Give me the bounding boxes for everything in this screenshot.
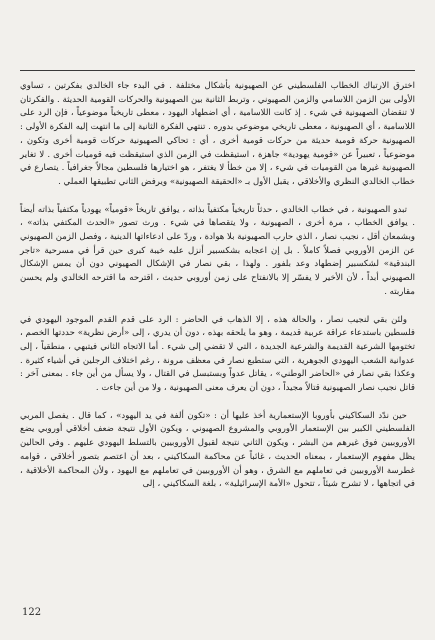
paragraph-4: حين ندّد السكاكيني بأوروبا الإستعمارية أخذ عليها أن : «تكون ألفة في يد اليهود» ، كما قال . يفصل المربي الفلسطيني الكبير بين الإستعمار الأوروبي والمشروع الصهيوني ، ويكون الأول نتيجة ضعف أخلاقي أوروبي يضع الأوروبيين فوق غيرهم من البشر ، ويكون الثاني نتيجة لقبول الأوروبيين بالتسلط اليهودي عليهم . وفي الحالين يظل مفهوم الإستعمار ، بمعناه الحديث ، غائباً عن محاكمة السكاكيني ، بعد أن اعتصم بتصور أخلاقي ، قوامه غطرسة الأوروبيين في تعاملهم مع الشرق ، وهو أن الأوروبيين في تعاملهم مع اليهود ، ولأن المحاكمة الأخلاقية ، في اتجاهها ، لا تشرح شيئاً ، تتحول «الأمة الإسرائيلية» ، بلغة السكاكيني ، إلى	[20, 410, 415, 490]
paragraph-2: تبدو الصهيونية ، في خطاب الخالدي ، حدثاً تاريخياً مكتفياً بذاته ، يوافق تاريخاً «قومياً» يهودياً مكتفياً بذاته أيضاً . يوافق الخطاب ، مرة أخرى ، الصهيونية ، ولا يتقصاها في شيء . ورث تصور «الحدث المكتفي بذاته» ، وبشمعان أقل ، نجيب نصار ، الذي حارب الصهيونية بلا هوادة ، وردّ على ادعاءاتها الدينية ، وفصل الزمن الصهيوني عن الزمن الأوروبي فصلاً كاملاً . بل إن اعجابه بشكسبير أنزل عليه خيبة كبرى حين قرأ في مسرحية «تاجر البندقية» لشكسبير إضطهاد وعد بلفور . ولهذا ، بقي نصار في الإشكال الصهيوني دون أن يمس الإشكال الصهيوني أبداً ، لأن الأخير لا يفسّر إلا بالانفتاح على زمن أوروبي حديث ، اقترحه ما اقترحه الخالدي ولم يحسن مقاربته .	[20, 204, 415, 297]
paragraph-3: ولئن بقي لنجيب نصار ، والحالة هذه ، إلا الذهاب في الحاضر : الرد على قدم القدم الموجود اليهودي في فلسطين باستدعاء عراقة عربية قديمة ، وهو ما يلحقه بهذه ، دون أن يدري ، إلى «أرض نظرية» حددتها الخصم ، تختومها الشرعية القديمة والشرعية الجديدة ، التي لا تقضي إلى شيء . أما الاتجاه الثاني فيتبهي ، منطقياً ، إلى عدوانية الشعب اليهودي الجوهرية ، التي ستطبع نصار في معظف مرونة ، رغم اختلاف الرجلين في أشياء كثيرة . وعكذا بقي نصار في «الحاضر الوطني» ، يقاتل عدواً وبستبسل في القتال ، ولا يسأل من أين جاء . بمعنى آخر : قاتل نجيب نصار الصهيونية قتالاً مجيداً ، دون أن يعرف معنى الصهيونية ، ولا من أين جاءت .	[20, 314, 415, 394]
body-text	[20, 80, 415, 492]
paragraph-1: اخترق الارتباك الخطاب الفلسطيني عن الصهيونية بأشكال مختلفة . في البدء جاء الخالدي بفكرتين ، تساوي الأولى بين الزمن اللاسامي والزمن الصهيوني ، وتربط الثانية بين الصهيونية والحركات القومية الحديثة . والفكرتان لا تنقضان الصهيونية في شيء . إذ كانت اللاسامية ، أي اضطهاد اليهود ، معطى تاريخياً موضوعياً ، فإن الرد على اللاسامية ، أي الصهيونية ، معطى تاريخي موضوعي بدوره . تنتهي الفكرة الثانية إلى ما انتهت إليه الفكرة الأولى : الصهيونية حركة قومية حديثة من حركات قومية أخرى ، أي : تحاكي الصهيونية حركات قومية أخرى وتكون ، موضوعياً ، تعبيراً عن «قومية يهودية» جاهزة ، استيقظت في الزمن الذي استيقظت فيه قوميات أخرى . لا تغاير الصهيونية غيرها من القوميات في شيء ، إلا من خطأ لا يغتفر ، هو اختيارها فلسطين مجالاً جغرافياً . يتصارع في خطاب الخالدي النظري والأخلاقي ، يقبل الأول بـ «الحقيقة الصهيونية» ويرفض الثاني تطبيقها العملي .	[20, 81, 415, 187]
header-rule	[20, 70, 415, 71]
page-number: 122	[22, 607, 42, 618]
